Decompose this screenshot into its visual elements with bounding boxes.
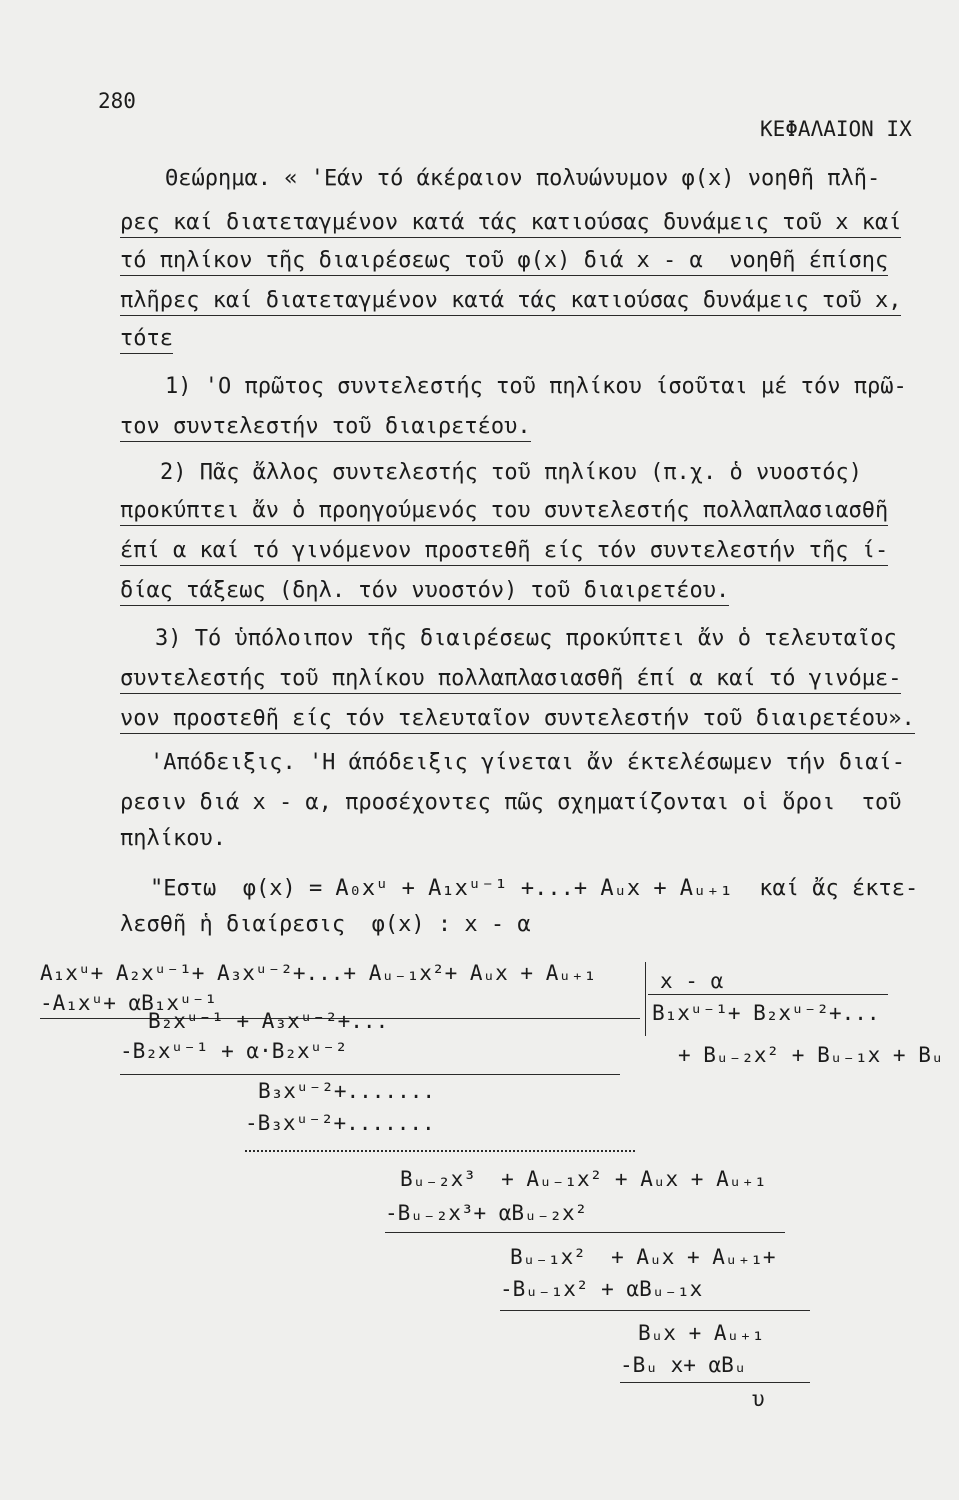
chapter-header: ΚΕΦΑΛΑΙΟΝ IX bbox=[760, 117, 912, 141]
subtraction-4: -Bᵤ₋₂x³+ αBᵤ₋₂x² bbox=[385, 1201, 588, 1225]
rule-4 bbox=[500, 1310, 810, 1311]
item-3-line: συντελεστής τοῦ πηλίκου πολλαπλασιασθῆ έπί α καί τό γινόμε- bbox=[120, 666, 901, 694]
final-remainder: υ bbox=[752, 1387, 765, 1411]
divisor: x - α bbox=[660, 969, 724, 993]
item-3-line: νον προστεθῆ είς τόν τελευταῖον συντελεστήν τοῦ διαιρετέου». bbox=[120, 706, 915, 734]
division-bracket bbox=[645, 962, 646, 1036]
proof-line: ρεσιν διά x - α, προσέχοντες πῶς σχηματίζονται οἱ ὅροι τοῦ bbox=[120, 790, 902, 815]
item-3-line: 3) Τό ὑπόλοιπον τῆς διαιρέσεως προκύπτει ἄν ὁ τελευταῖος bbox=[155, 626, 897, 651]
quotient-2: + Bᵤ₋₂x² + Bᵤ₋₁x + Bᵤ bbox=[678, 1043, 944, 1067]
item-2-line: έπί α καί τό γινόμενον προστεθῆ είς τόν συντελεστήν τῆς ί- bbox=[120, 538, 888, 566]
theorem-line: ρες καί διατεταγμένον κατά τάς κατιούσας δυνάμεις τοῦ x καί bbox=[120, 210, 901, 238]
subtraction-3: -B₃xᵘ⁻²+....... bbox=[245, 1111, 435, 1135]
remainder-5: Bᵤx + Aᵤ₊₁ bbox=[638, 1321, 765, 1345]
theorem-line: τότε bbox=[120, 326, 173, 354]
dotted-rule bbox=[245, 1150, 635, 1152]
page-number: 280 bbox=[98, 89, 136, 113]
item-1-line: 1) 'Ο πρῶτος συντελεστής τοῦ πηλίκου ίσοῦται μέ τόν πρῶ- bbox=[165, 374, 907, 399]
remainder-3: Bᵤ₋₂x³ + Aᵤ₋₁x² + Aᵤx + Aᵤ₊₁ bbox=[400, 1167, 767, 1191]
dividend: A₁xᵘ+ A₂xᵘ⁻¹+ A₃xᵘ⁻²+...+ Aᵤ₋₁x²+ Aᵤx + Aᵤ₊₁ bbox=[40, 961, 597, 985]
subtraction-5: -Bᵤ₋₁x² + αBᵤ₋₁x bbox=[500, 1277, 703, 1301]
item-1-line: τον συντελεστήν τοῦ διαιρετέου. bbox=[120, 414, 531, 442]
proof-line: πηλίκου. bbox=[120, 826, 226, 851]
divisor-underline bbox=[648, 994, 888, 995]
remainder-4: Bᵤ₋₁x² + Aᵤx + Aᵤ₊₁+ bbox=[510, 1245, 776, 1269]
item-2-line: προκύπτει ἄν ὁ προηγούμενός του συντελεστής πολλαπλασιασθῆ bbox=[120, 498, 888, 526]
proof-line: 'Απόδειξις. 'Η άπόδειξις γίνεται ἄν έκτελέσωμεν τήν διαί- bbox=[150, 750, 905, 775]
item-2-line: 2) Πᾶς ἄλλος συντελεστής τοῦ πηλίκου (π.χ. ὁ νυοστός) bbox=[160, 460, 862, 485]
item-2-line: δίας τάξεως (δηλ. τόν νυοστόν) τοῦ διαιρετέου. bbox=[120, 578, 729, 606]
rule-5 bbox=[620, 1382, 810, 1383]
let-line: "Εστω φ(x) = A₀xᵘ + A₁xᵘ⁻¹ +...+ Aᵤx + Aᵤ₊₁ καί ἄς έκτε- bbox=[150, 876, 919, 901]
theorem-line: Θεώρημα. « 'Εάν τό άκέραιον πολυώνυμον φ(x) νοηθῆ πλῆ- bbox=[165, 166, 881, 191]
subtraction-2: -B₂xᵘ⁻¹ + α·B₂xᵘ⁻² bbox=[120, 1039, 348, 1063]
subtraction-6: -Bᵤ x+ αBᵤ bbox=[620, 1353, 747, 1377]
quotient-1: B₁xᵘ⁻¹+ B₂xᵘ⁻²+... bbox=[652, 1001, 880, 1025]
let-line: λεσθῆ ἡ διαίρεσις φ(x) : x - α bbox=[120, 912, 531, 937]
theorem-line: πλῆρες καί διατεταγμένον κατά τάς κατιούσας δυνάμεις τοῦ x, bbox=[120, 288, 901, 316]
rule-2 bbox=[120, 1074, 620, 1075]
remainder-2: B₃xᵘ⁻²+....... bbox=[258, 1079, 436, 1103]
remainder-1: B₂xᵘ⁻¹ + A₃xᵘ⁻²+... bbox=[148, 1009, 389, 1033]
subtraction-1: -A₁xᵘ+ αB₁xᵘ⁻¹ bbox=[40, 991, 218, 1015]
rule-3 bbox=[385, 1232, 785, 1233]
theorem-line: τό πηλίκον τῆς διαιρέσεως τοῦ φ(x) διά x - α νοηθῆ έπίσης bbox=[120, 248, 888, 276]
